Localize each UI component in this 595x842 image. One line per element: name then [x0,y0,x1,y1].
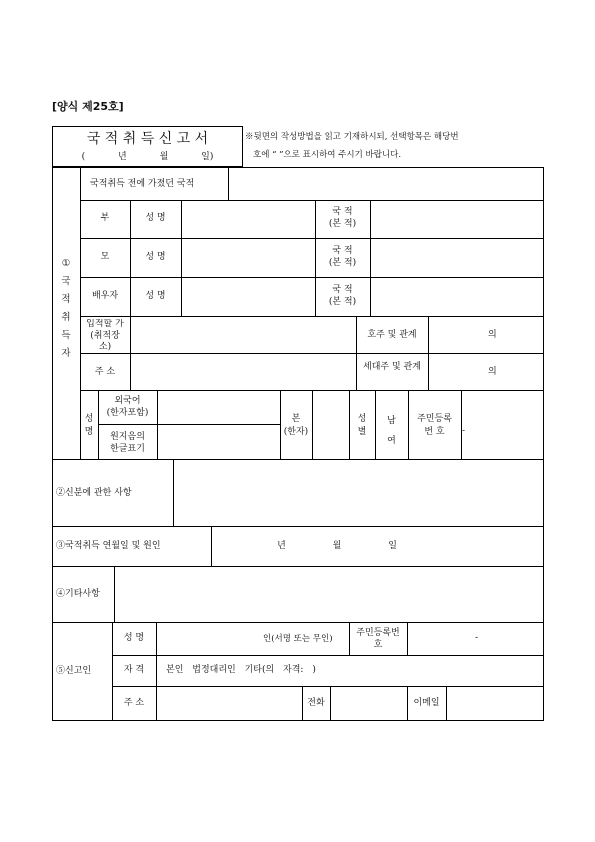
email-field[interactable] [447,687,543,721]
spouse-name-label: 성 명 [145,291,166,301]
mother-nationality-field[interactable] [371,239,543,277]
section4-label: ④기타사항 [56,589,100,599]
korean-notation-label: 원지음의 한글표기 [110,432,145,454]
notice-line-2: 호에 “ ”으로 표시하여 주시기 바랍니다. [253,150,402,160]
household-relation-field[interactable] [429,354,543,390]
section3-label: ③국적취득 연월일 및 원인 [56,541,161,551]
head-relation-label: 호주 및 관계 [367,330,417,340]
phone-field[interactable] [331,687,407,721]
father-label: 부 [100,213,110,223]
reporter-seal: 인(서명 또는 무인) [263,634,333,644]
korean-notation-field[interactable] [158,425,280,459]
resident-no-dash: - [462,426,466,436]
status-details-field[interactable] [174,460,543,526]
sex-options[interactable]: 남 여 [387,416,396,446]
name-vertical-label: 성 명 [84,414,94,437]
email-label: 이메일 [413,698,440,708]
spouse-name-field[interactable] [182,278,315,316]
head-relation-field[interactable] [429,317,543,353]
reporter-address-label: 주 소 [123,698,145,708]
foreign-name-label: 외국어 (한자포함) [106,396,149,418]
reporter-address-field[interactable] [157,687,302,721]
father-nationality-label: 국 적 (본 적) [328,207,357,230]
mother-name-label: 성 명 [145,252,166,262]
sex-label: 성 별 [357,414,367,437]
reporter-name-label: 성 명 [123,633,145,643]
acquisition-date-text: 년 월 일 [277,541,397,551]
resident-no-field[interactable] [462,391,543,459]
qualification-label: 자 격 [123,665,145,675]
origin-label: 본 (한자) [283,414,309,437]
spouse-nationality-label: 국 적 (본 적) [328,285,357,308]
mother-name-field[interactable] [182,239,315,277]
address-label: 주 소 [94,367,116,377]
notice-line-1: ※뒷면의 작성방법을 읽고 기재하시되, 선택항목은 해당번 [245,132,459,142]
phone-label: 전화 [307,698,325,708]
reporter-resident-no-label: 주민등록번 호 [356,628,400,651]
qualification-options[interactable]: 본인 법정대리인 기타(의 자격: ) [166,665,316,675]
section5-label: ⑤신고인 [56,666,92,676]
section2-label: ②신분에 관한 사항 [56,488,132,498]
address-field[interactable] [131,354,356,390]
resident-no-label: 주민등록 번 호 [417,414,452,437]
section1-label: ① 국 적 취 득 자 [61,258,71,360]
date-line: ( 년 월 일) [81,152,214,162]
father-name-label: 성 명 [145,213,166,223]
spouse-nationality-field[interactable] [371,278,543,316]
enroll-family-field[interactable] [131,317,356,353]
prev-nationality-field[interactable] [229,168,543,200]
origin-field[interactable] [313,391,349,459]
form-number: [양식 제25호] [52,100,124,113]
head-relation-suffix: 의 [488,330,497,340]
foreign-name-field[interactable] [158,391,280,424]
father-nationality-field[interactable] [371,201,543,238]
household-relation-label: 세대주 및 관계 [363,362,421,372]
prev-nationality-label: 국적취득 전에 가졌던 국적 [90,179,195,189]
mother-label: 모 [100,252,110,262]
form-title: 국 적 취 득 신 고 서 [86,131,209,147]
mother-nationality-label: 국 적 (본 적) [328,246,357,269]
spouse-label: 배우자 [91,291,119,301]
reporter-resident-dash: - [475,633,479,643]
enroll-family-label: 입적할 가 (취적장 소) [86,319,124,353]
household-relation-suffix: 의 [488,367,497,377]
other-matters-field[interactable] [115,567,543,622]
father-name-field[interactable] [182,201,315,238]
